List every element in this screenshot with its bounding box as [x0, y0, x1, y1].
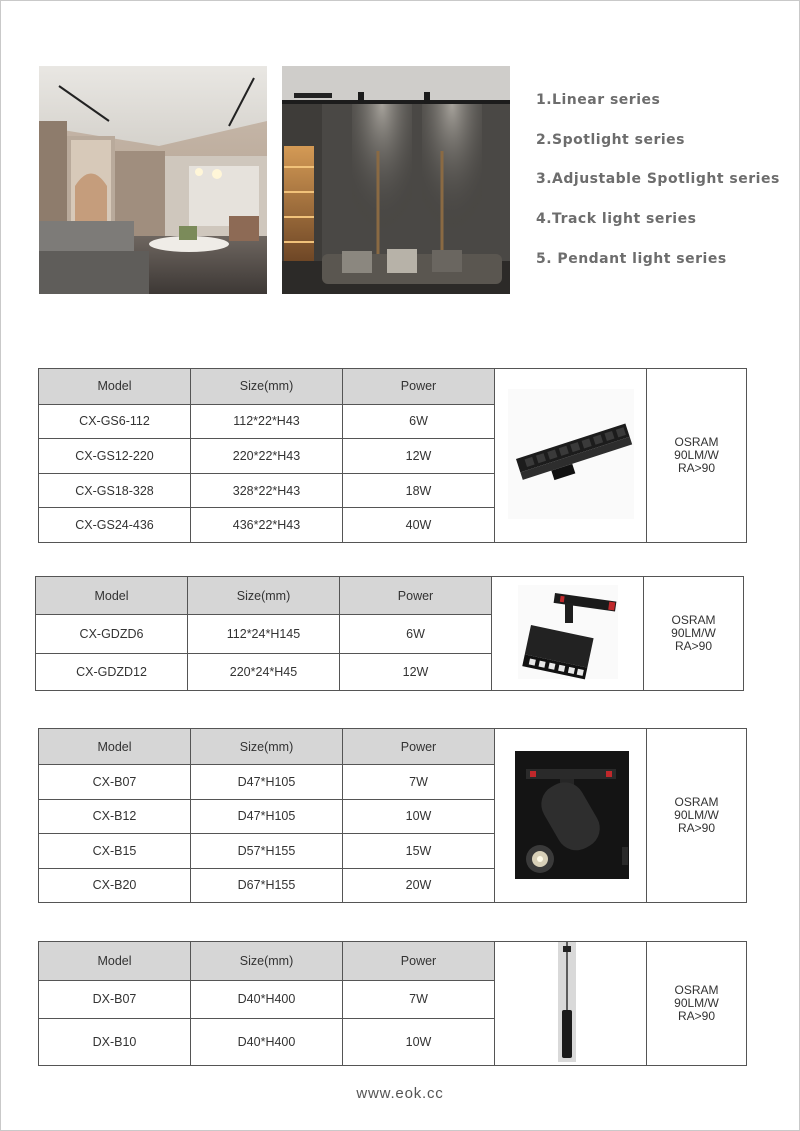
cell-size: D47*H105: [191, 799, 343, 833]
cell-power: 7W: [343, 980, 495, 1019]
spec-note: OSRAM 90LM/W RA>90: [647, 729, 747, 903]
linear-light-product-image: [496, 369, 646, 539]
cell-model: CX-B12: [39, 799, 191, 833]
cell-size: 436*22*H43: [191, 508, 343, 543]
product-image-cell: [495, 729, 647, 903]
header-power: Power: [343, 942, 495, 981]
cell-power: 6W: [340, 615, 492, 653]
cell-power: 7W: [343, 765, 495, 799]
series-item: 5. Pendant light series: [536, 250, 727, 267]
series-item: 3.Adjustable Spotlight series: [536, 171, 780, 188]
cell-model: CX-B15: [39, 834, 191, 868]
cell-power: 20W: [343, 868, 495, 902]
series-item: 1.Linear series: [536, 92, 661, 108]
cell-model: DX-B07: [39, 980, 191, 1019]
spec-note: OSRAM 90LM/W RA>90: [647, 942, 747, 1066]
cell-model: CX-GDZD6: [36, 615, 188, 653]
product-image-cell: [495, 369, 647, 543]
cell-size: D57*H155: [191, 834, 343, 868]
adjustable-spotlight-table: [35, 576, 744, 691]
adjustable-spotlight-product-image: [493, 577, 643, 687]
cell-model: CX-B20: [39, 868, 191, 902]
cell-size: 112*24*H145: [188, 615, 340, 653]
dark-interior-photo: [282, 66, 510, 294]
cell-size: 328*22*H43: [191, 473, 343, 508]
cell-power: 40W: [343, 508, 495, 543]
track-spotlight-table: [38, 728, 747, 903]
series-item: 2.Spotlight series: [536, 131, 685, 148]
cell-power: 12W: [340, 653, 492, 690]
linear-series-table: [38, 368, 747, 543]
cell-model: CX-B07: [39, 765, 191, 799]
cell-size: D40*H400: [191, 980, 343, 1019]
pendant-light-product-image: [496, 942, 646, 1062]
header-model: Model: [39, 369, 191, 405]
cell-size: D67*H155: [191, 868, 343, 902]
cell-power: 15W: [343, 834, 495, 868]
product-image-cell: [492, 577, 644, 691]
header-power: Power: [343, 729, 495, 765]
spec-note: OSRAM 90LM/W RA>90: [644, 577, 744, 691]
cell-size: 112*22*H43: [191, 404, 343, 439]
header-model: Model: [36, 577, 188, 615]
cell-power: 12W: [343, 439, 495, 474]
header-size: Size(mm): [191, 942, 343, 981]
header-power: Power: [340, 577, 492, 615]
series-item: 4.Track light series: [536, 211, 697, 228]
cell-power: 18W: [343, 473, 495, 508]
cell-size: 220*22*H43: [191, 439, 343, 474]
header-size: Size(mm): [188, 577, 340, 615]
series-list: [536, 90, 780, 288]
header-size: Size(mm): [191, 729, 343, 765]
table-header-row: [36, 577, 744, 615]
cell-model: CX-GS6-112: [39, 404, 191, 439]
cell-power: 10W: [343, 799, 495, 833]
cell-model: CX-GS12-220: [39, 439, 191, 474]
cell-size: 220*24*H45: [188, 653, 340, 690]
spec-note: OSRAM 90LM/W RA>90: [647, 369, 747, 543]
table-header-row: [39, 729, 747, 765]
cell-power: 6W: [343, 404, 495, 439]
header-model: Model: [39, 942, 191, 981]
cell-size: D47*H105: [191, 765, 343, 799]
living-room-photo: [39, 66, 267, 294]
cell-model: CX-GS24-436: [39, 508, 191, 543]
header-size: Size(mm): [191, 369, 343, 405]
product-image-cell: [495, 942, 647, 1066]
pendant-light-table: [38, 941, 747, 1066]
table-header-row: [39, 369, 747, 405]
track-spotlight-product-image: [496, 729, 646, 899]
header-power: Power: [343, 369, 495, 405]
cell-power: 10W: [343, 1019, 495, 1066]
cell-model: CX-GDZD12: [36, 653, 188, 690]
header-model: Model: [39, 729, 191, 765]
cell-model: CX-GS18-328: [39, 473, 191, 508]
website-footer[interactable]: www.eok.cc: [356, 1085, 444, 1102]
cell-size: D40*H400: [191, 1019, 343, 1066]
cell-model: DX-B10: [39, 1019, 191, 1066]
table-header-row: [39, 942, 747, 981]
